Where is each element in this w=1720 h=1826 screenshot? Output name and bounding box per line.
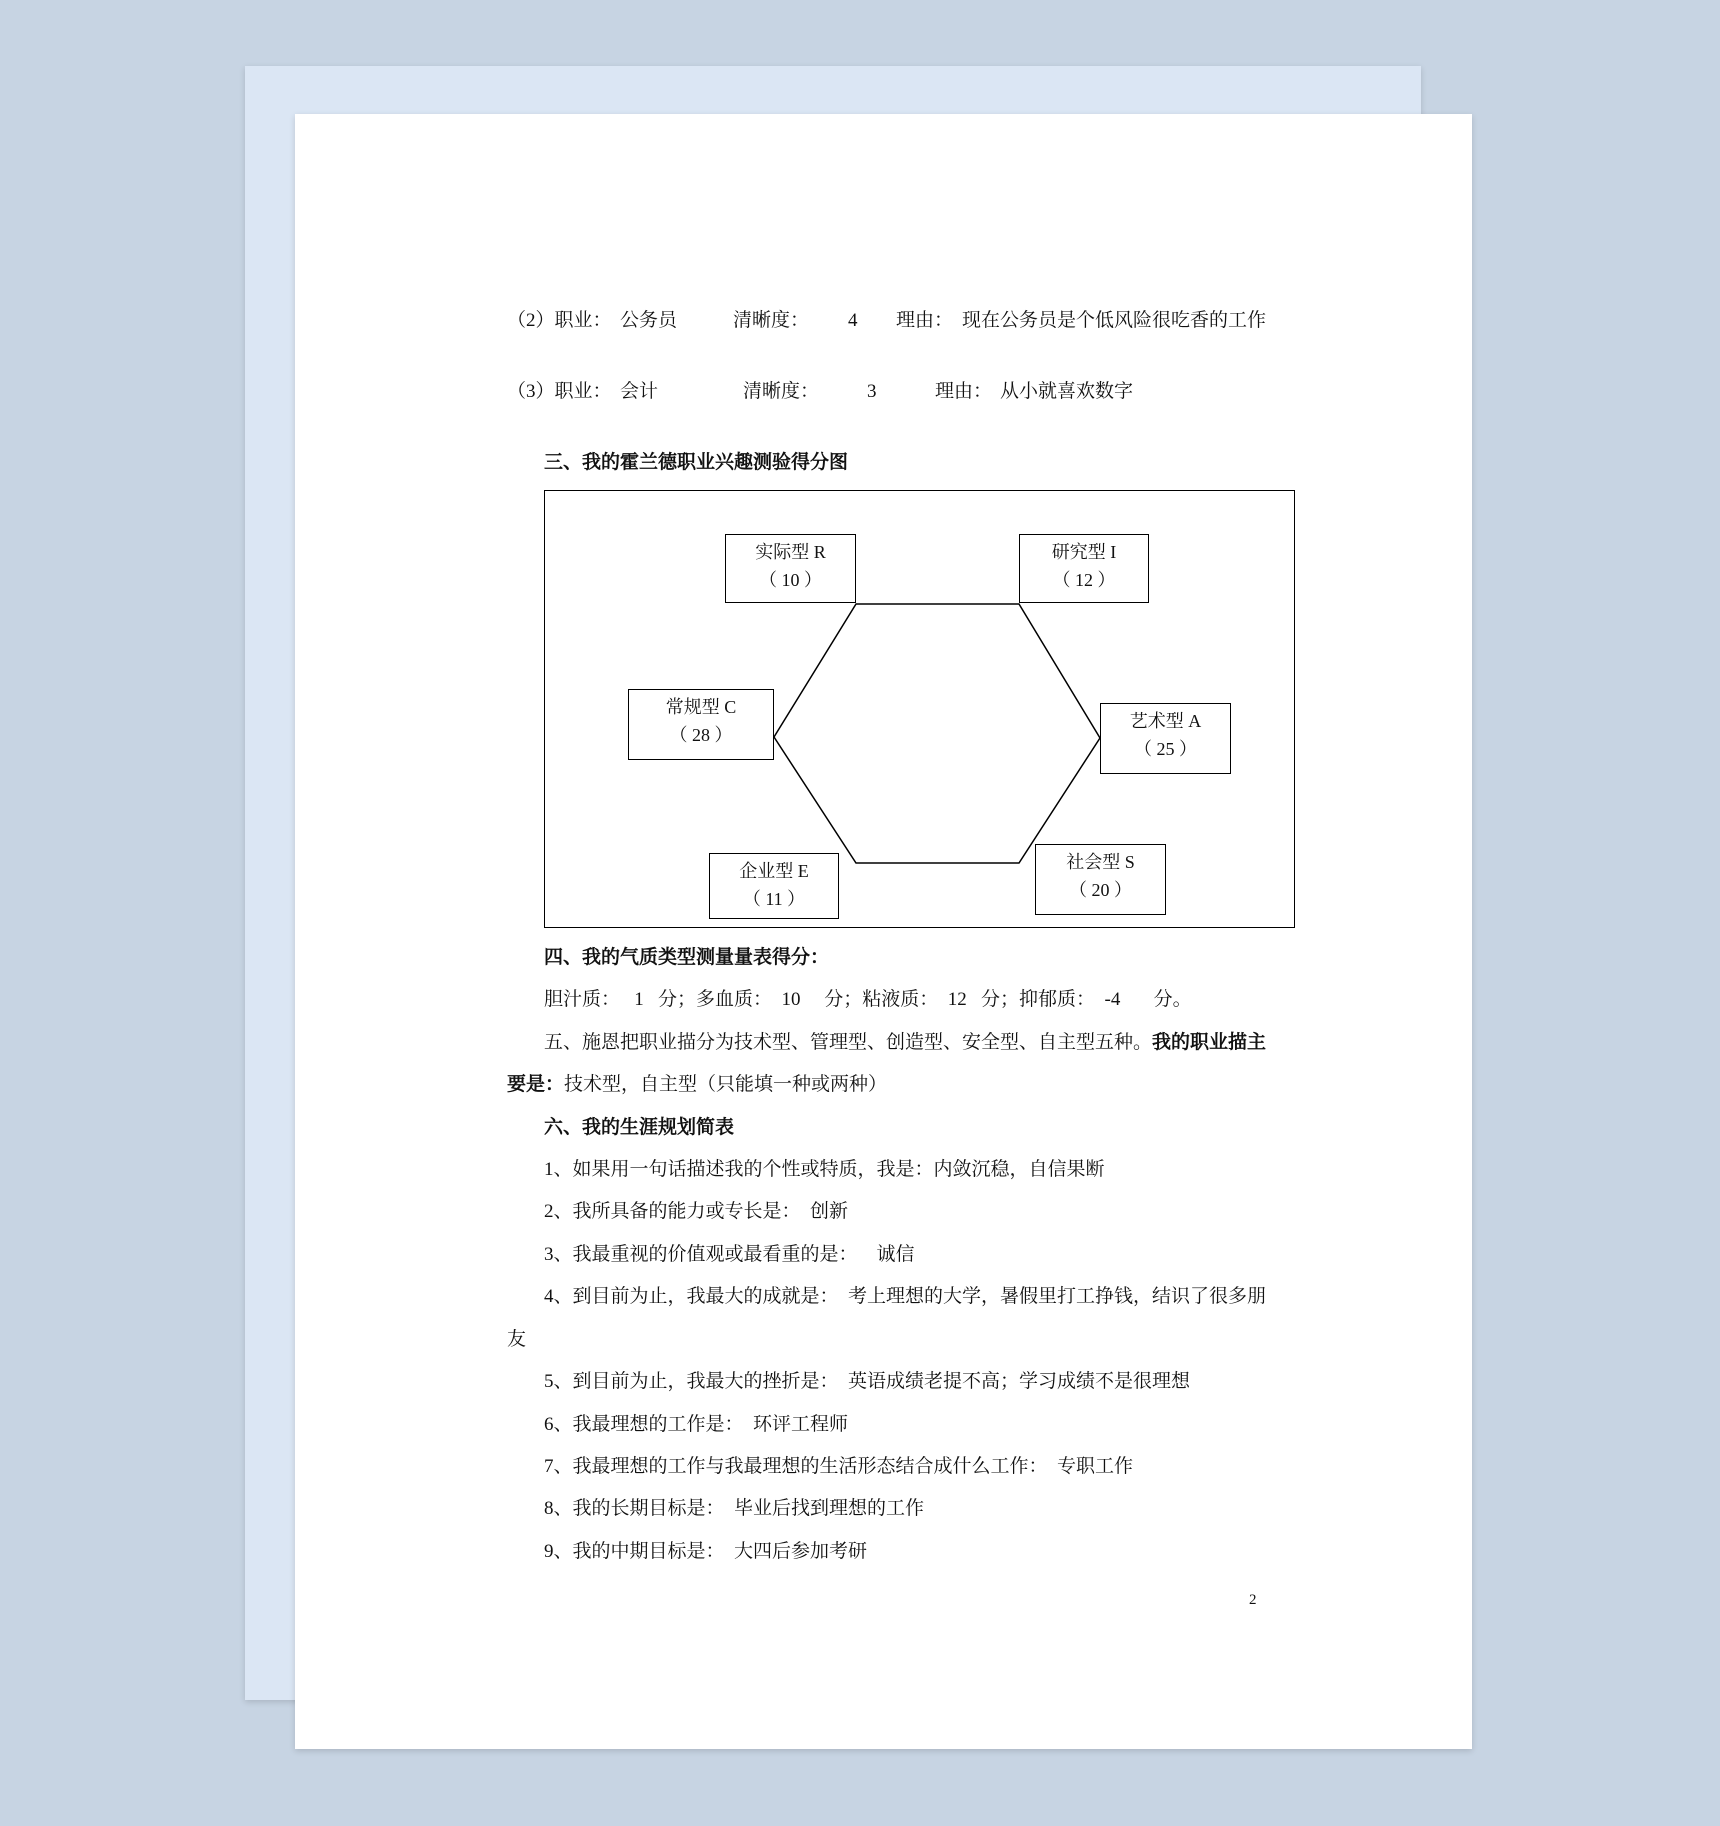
plan-item: 8、我的长期目标是： 毕业后找到理想的工作 <box>544 1498 925 1519</box>
holland-hexagon-diagram <box>544 490 1295 928</box>
node-label: 艺术型 A <box>1129 711 1202 731</box>
node-label: 常规型 C <box>665 697 737 717</box>
page-number: 2 <box>1249 1592 1257 1608</box>
node-investigative <box>1019 534 1149 603</box>
plan-item-cont: 友 <box>507 1329 527 1350</box>
section-5-bold: 我的职业描主 <box>1152 1032 1267 1053</box>
node-artistic <box>1100 703 1231 774</box>
career-value: 会计 <box>620 381 659 402</box>
section-3-title: 三、我的霍兰德职业兴趣测验得分图 <box>544 452 849 473</box>
career-label: （2）职业： <box>507 310 612 331</box>
node-score: （ 10 ） <box>759 570 822 590</box>
clarity-value: 4 <box>848 310 858 331</box>
node-label: 实际型 R <box>755 542 826 562</box>
node-score: （ 20 ） <box>1069 880 1132 900</box>
plan-item: 5、到目前为止，我最大的挫折是： 英语成绩老提不高；学习成绩不是很理想 <box>544 1371 1191 1392</box>
plan-item: 7、我最理想的工作与我最理想的生活形态结合成什么工作： 专职工作 <box>544 1456 1134 1477</box>
document-page <box>295 114 1472 1749</box>
plan-item: 2、我所具备的能力或专长是： 创新 <box>544 1201 849 1222</box>
clarity-value: 3 <box>867 381 877 402</box>
section-4-title: 四、我的气质类型测量量表得分： <box>544 947 830 968</box>
node-label: 社会型 S <box>1066 852 1135 872</box>
node-conventional <box>628 689 774 760</box>
plan-item: 4、到目前为止，我最大的成就是： 考上理想的大学，暑假里打工挣钱，结识了很多朋 <box>544 1286 1267 1307</box>
reason-label: 理由： <box>896 310 954 331</box>
reason-value: 现在公务员是个低风险很吃香的工作 <box>962 310 1267 331</box>
section-5-intro: 五、施恩把职业描分为技术型、管理型、创造型、安全型、自主型五种。 <box>544 1032 1153 1053</box>
clarity-label: 清晰度： <box>733 310 810 331</box>
section-5-bold-cont: 要是： <box>507 1074 565 1095</box>
section-5-text <box>544 1031 1266 1055</box>
career-label: （3）职业： <box>507 381 612 402</box>
node-score: （ 12 ） <box>1052 570 1116 590</box>
career-value: 公务员 <box>620 310 678 331</box>
temperament-scores: 胆汁质： 1 分；多血质： 10 分；粘液质： 12 分；抑郁质： -4 分。 <box>544 989 1192 1010</box>
plan-item: 9、我的中期目标是： 大四后参加考研 <box>544 1541 868 1562</box>
plan-item: 6、我最理想的工作是： 环评工程师 <box>544 1414 849 1435</box>
node-score: （ 28 ） <box>669 725 733 745</box>
node-score: （ 25 ） <box>1134 739 1197 759</box>
node-realistic <box>725 534 856 603</box>
section-6-title: 六、我的生涯规划简表 <box>544 1117 735 1138</box>
clarity-label: 清晰度： <box>743 381 820 402</box>
section-5-answer <box>507 1073 887 1097</box>
node-score: （ 11 ） <box>742 889 806 909</box>
node-enterprising <box>709 853 839 919</box>
node-label: 研究型 I <box>1051 542 1117 562</box>
reason-label: 理由： <box>935 381 993 402</box>
plan-item: 3、我最重视的价值观或最看重的是： 诚信 <box>544 1244 915 1265</box>
section-5-value: 技术型，自主型（只能填一种或两种） <box>564 1074 888 1095</box>
reason-value: 从小就喜欢数字 <box>1000 381 1134 402</box>
node-label: 企业型 E <box>739 861 809 881</box>
node-social <box>1035 844 1166 915</box>
plan-item: 1、如果用一句话描述我的个性或特质，我是：内敛沉稳，自信果断 <box>544 1159 1105 1180</box>
